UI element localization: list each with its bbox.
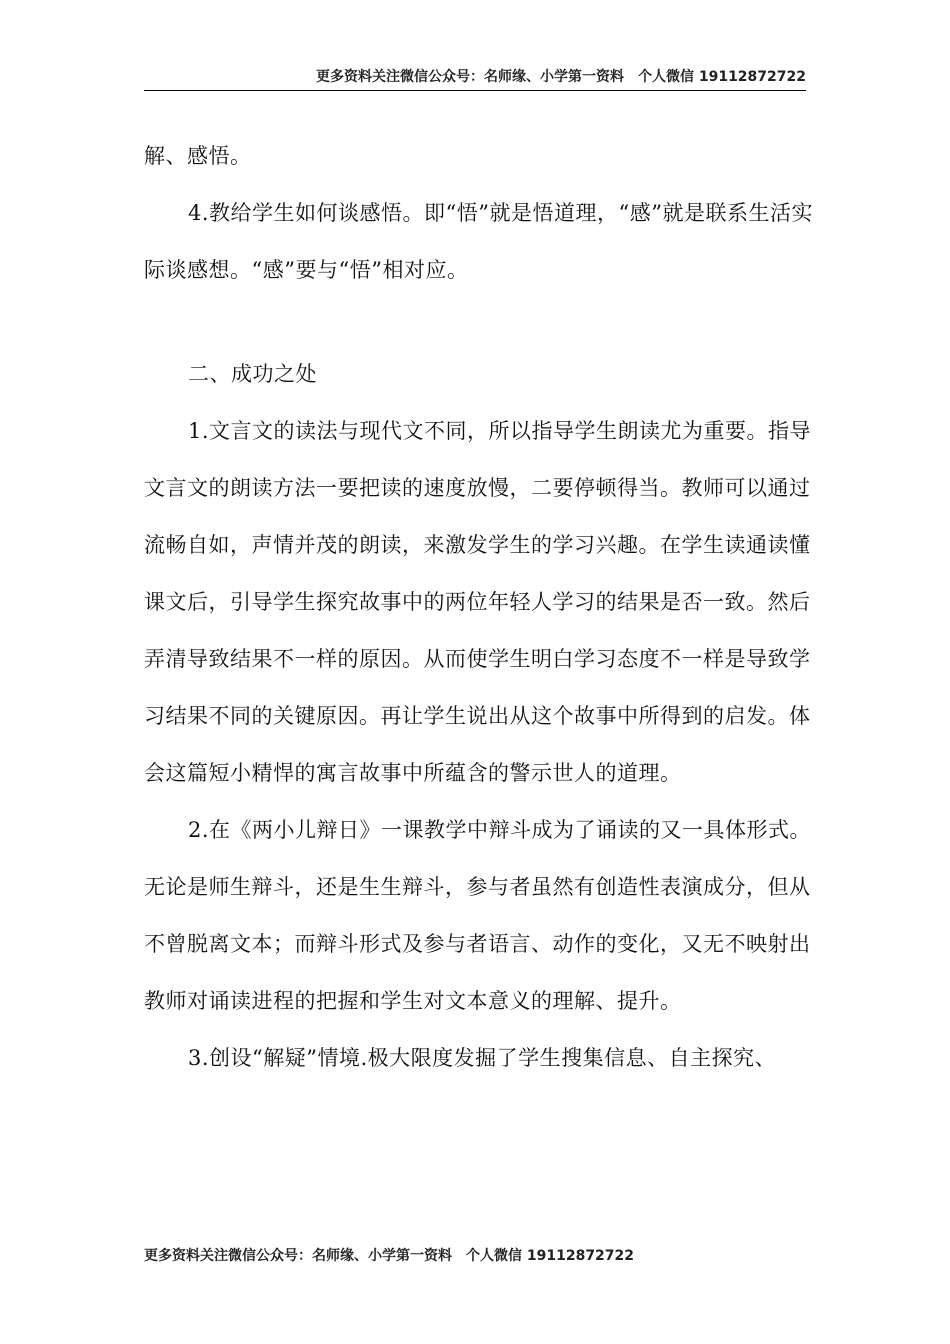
paragraph-item-1: 1.文言文的读法与现代文不同，所以指导学生朗读尤为重要。指导文言文的朗读方法一要把读的速度放慢，二要停顿得当。教师可以通过流畅自如，声情并茂的朗读，来激发学生的学习兴趣。在学生读通读懂课文后，引导学生探究故事中的两位年轻人学习的结果是否一致。然后弄清导致结果不一样的原因。从而使学生明白学习态度不一样是导致学习结果不同的关键原因。再让学生说出从这个故事中所得到的启发。体会这篇短小精悍的寓言故事中所蕴含的警示世人的道理。: [144, 419, 812, 785]
section-gap: [144, 299, 814, 346]
page-footer: 更多资料关注微信公众号：名师缘、小学第一资料 个人微信 19112872722: [144, 1248, 635, 1264]
paragraph-continuation: 解、感悟。: [144, 144, 252, 168]
paragraph-item-4: 4.教给学生如何谈感悟。即“悟”就是悟道理，“感”就是联系生活实际谈感想。“感”要与“悟”相对应。: [144, 201, 813, 282]
paragraph-item-3: 3.创设“解疑”情境.极大限度发掘了学生搜集信息、自主探究、: [188, 1046, 777, 1070]
section-heading: 二、成功之处: [188, 362, 317, 386]
document-body: [144, 128, 814, 1087]
page-header: 更多资料关注微信公众号：名师缘、小学第一资料 个人微信 19112872722: [144, 66, 806, 91]
paragraph-item-2: 2.在《两小儿辩日》一课教学中辩斗成为了诵读的又一具体形式。无论是师生辩斗，还是生生辩斗，参与者虽然有创造性表演成分，但从不曾脱离文本；而辩斗形式及参与者语言、动作的变化，又无不映射出教师对诵读进程的把握和学生对文本意义的理解、提升。: [144, 818, 812, 1013]
